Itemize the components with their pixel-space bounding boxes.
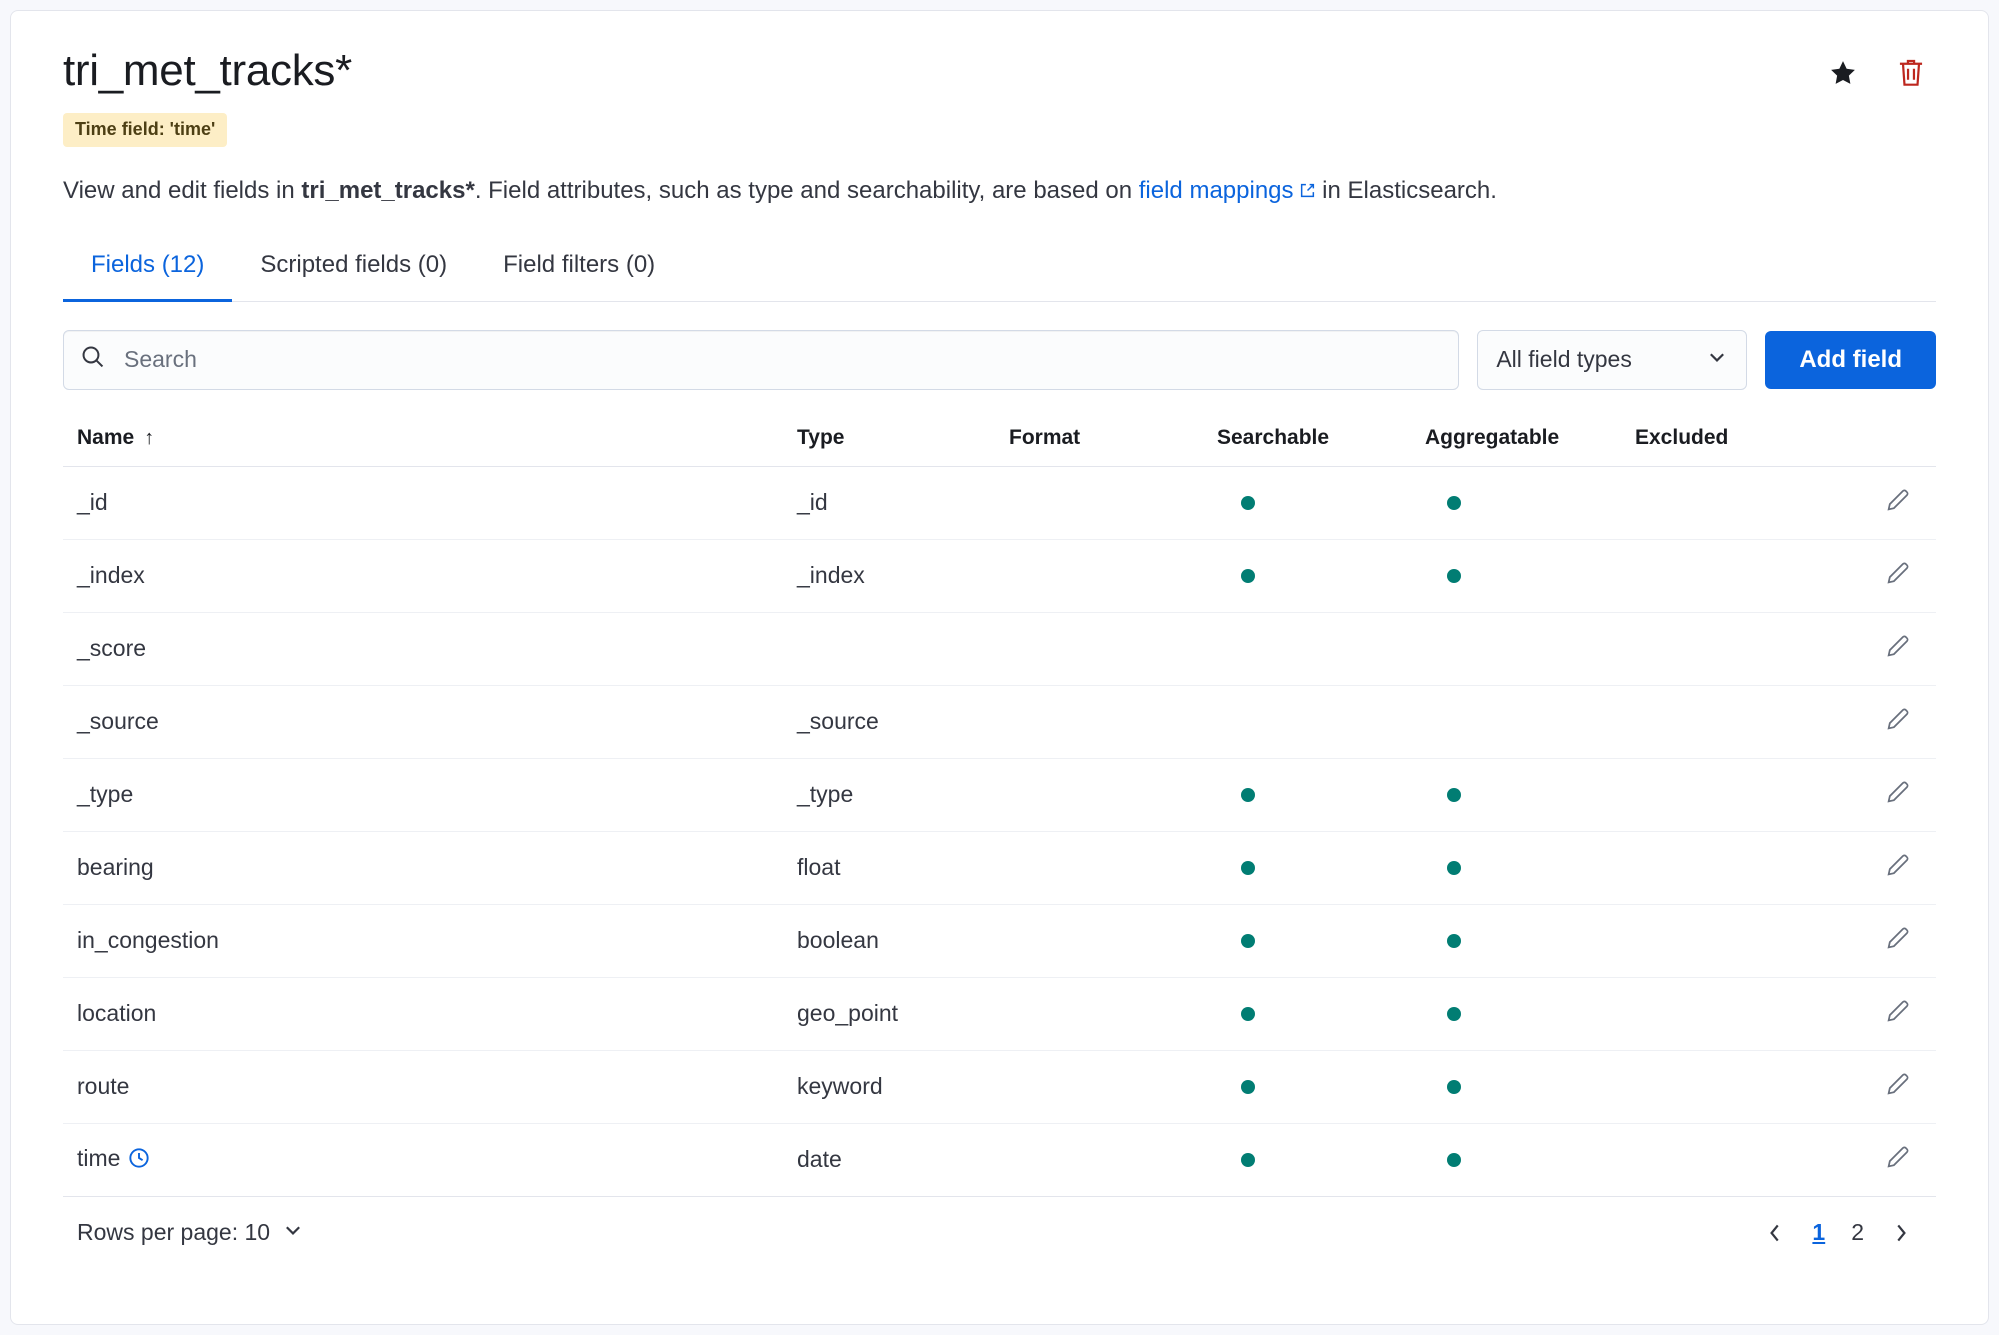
index-pattern-panel xyxy=(10,10,1989,1325)
field-type-select[interactable] xyxy=(1477,330,1747,390)
cell-actions xyxy=(1865,612,1936,685)
description-index-name: tri_met_tracks* xyxy=(301,177,475,205)
cell-aggregatable xyxy=(1425,758,1635,831)
column-header-name-label: Name xyxy=(77,425,135,449)
pagination xyxy=(1764,1219,1922,1246)
next-page-icon[interactable] xyxy=(1890,1222,1912,1244)
cell-searchable xyxy=(1217,612,1425,685)
cell-field-type: boolean xyxy=(797,904,1009,977)
cell-field-format xyxy=(1009,904,1217,977)
field-name-label: _score xyxy=(77,635,147,662)
cell-searchable xyxy=(1217,466,1425,539)
column-header-name[interactable] xyxy=(63,416,797,467)
cell-field-format xyxy=(1009,612,1217,685)
panel-description xyxy=(63,175,1936,208)
header-left xyxy=(63,47,352,95)
cell-actions xyxy=(1865,758,1936,831)
searchable-dot xyxy=(1241,1153,1255,1167)
table-row xyxy=(63,1050,1936,1123)
cell-field-type: keyword xyxy=(797,1050,1009,1123)
field-name-label: _id xyxy=(77,489,108,516)
cell-field-type: date xyxy=(797,1123,1009,1196)
edit-field-icon[interactable] xyxy=(1884,851,1912,885)
cell-aggregatable xyxy=(1425,466,1635,539)
controls-row xyxy=(63,330,1936,390)
field-type-select-label: All field types xyxy=(1496,346,1632,373)
cell-actions xyxy=(1865,831,1936,904)
column-header-searchable[interactable]: Searchable xyxy=(1217,416,1425,467)
page-number-1[interactable]: 1 xyxy=(1812,1219,1826,1246)
field-name-label: bearing xyxy=(77,854,154,881)
cell-actions xyxy=(1865,904,1936,977)
search-box[interactable] xyxy=(63,330,1459,390)
tab-scripted-fields[interactable]: Scripted fields (0) xyxy=(260,250,448,278)
field-name-label: location xyxy=(77,1000,157,1027)
column-header-type[interactable]: Type xyxy=(797,416,1009,467)
cell-searchable xyxy=(1217,758,1425,831)
table-footer xyxy=(63,1197,1936,1247)
field-mappings-link[interactable]: field mappings xyxy=(1138,177,1294,205)
cell-excluded xyxy=(1635,466,1865,539)
cell-field-name xyxy=(63,831,797,904)
cell-aggregatable xyxy=(1425,612,1635,685)
cell-field-name xyxy=(63,539,797,612)
column-header-format[interactable]: Format xyxy=(1009,416,1217,467)
cell-excluded xyxy=(1635,904,1865,977)
description-suffix: in Elasticsearch. xyxy=(1315,177,1497,205)
aggregatable-dot xyxy=(1447,934,1461,948)
cell-field-name xyxy=(63,1050,797,1123)
cell-field-format xyxy=(1009,831,1217,904)
cell-field-type: _index xyxy=(797,539,1009,612)
field-name-label: _index xyxy=(77,562,145,589)
cell-field-format xyxy=(1009,758,1217,831)
cell-aggregatable xyxy=(1425,904,1635,977)
edit-field-icon[interactable] xyxy=(1884,559,1912,593)
field-name-label: time xyxy=(77,1144,121,1171)
cell-searchable xyxy=(1217,977,1425,1050)
edit-field-icon[interactable] xyxy=(1884,924,1912,958)
cell-field-format xyxy=(1009,685,1217,758)
search-input[interactable] xyxy=(122,345,1442,374)
searchable-dot xyxy=(1241,569,1255,583)
chevron-down-icon xyxy=(282,1219,304,1247)
cell-excluded xyxy=(1635,758,1865,831)
cell-field-type: _source xyxy=(797,685,1009,758)
rows-per-page-selector[interactable] xyxy=(77,1219,304,1247)
cell-searchable xyxy=(1217,1123,1425,1196)
edit-field-icon[interactable] xyxy=(1884,1143,1912,1177)
cell-field-name xyxy=(63,685,797,758)
fields-table xyxy=(63,416,1936,1197)
aggregatable-dot xyxy=(1447,788,1461,802)
edit-field-icon[interactable] xyxy=(1884,705,1912,739)
cell-actions xyxy=(1865,539,1936,612)
cell-searchable xyxy=(1217,1050,1425,1123)
cell-field-name xyxy=(63,977,797,1050)
cell-excluded xyxy=(1635,977,1865,1050)
cell-aggregatable xyxy=(1425,831,1635,904)
cell-excluded xyxy=(1635,1123,1865,1196)
edit-field-icon[interactable] xyxy=(1884,778,1912,812)
cell-actions xyxy=(1865,977,1936,1050)
rows-per-page-label: Rows per page: 10 xyxy=(77,1219,271,1246)
aggregatable-dot xyxy=(1447,496,1461,510)
edit-field-icon[interactable] xyxy=(1884,632,1912,666)
cell-field-format xyxy=(1009,1123,1217,1196)
cell-excluded xyxy=(1635,1050,1865,1123)
description-prefix: View and edit fields in xyxy=(63,177,302,205)
previous-page-icon[interactable] xyxy=(1764,1222,1786,1244)
aggregatable-dot xyxy=(1447,569,1461,583)
edit-field-icon[interactable] xyxy=(1884,997,1912,1031)
table-header-row xyxy=(63,416,1936,467)
tab-field-filters[interactable]: Field filters (0) xyxy=(503,250,656,278)
searchable-dot xyxy=(1241,496,1255,510)
searchable-dot xyxy=(1241,934,1255,948)
add-field-button[interactable]: Add field xyxy=(1765,331,1936,389)
cell-field-format xyxy=(1009,466,1217,539)
table-row xyxy=(63,612,1936,685)
cell-field-name xyxy=(63,612,797,685)
tab-bar xyxy=(63,239,1936,302)
star-icon[interactable] xyxy=(1828,58,1858,88)
trash-icon[interactable] xyxy=(1896,57,1926,89)
cell-actions xyxy=(1865,466,1936,539)
cell-field-type xyxy=(797,612,1009,685)
field-name-label: _type xyxy=(77,781,134,808)
searchable-dot xyxy=(1241,861,1255,875)
header-actions xyxy=(1828,57,1926,89)
field-name-label: in_congestion xyxy=(77,927,219,954)
aggregatable-dot xyxy=(1447,861,1461,875)
cell-field-name xyxy=(63,466,797,539)
edit-field-icon[interactable] xyxy=(1884,486,1912,520)
cell-searchable xyxy=(1217,539,1425,612)
field-name-label: _source xyxy=(77,708,159,735)
cell-field-name xyxy=(63,758,797,831)
cell-actions xyxy=(1865,1050,1936,1123)
fields-table-head xyxy=(63,416,1936,467)
table-row xyxy=(63,831,1936,904)
table-row xyxy=(63,539,1936,612)
searchable-dot xyxy=(1241,788,1255,802)
cell-aggregatable xyxy=(1425,977,1635,1050)
cell-excluded xyxy=(1635,831,1865,904)
cell-aggregatable xyxy=(1425,1050,1635,1123)
column-header-aggregatable[interactable]: Aggregatable xyxy=(1425,416,1635,467)
cell-actions xyxy=(1865,1123,1936,1196)
time-field-badge: Time field: 'time' xyxy=(63,113,227,147)
searchable-dot xyxy=(1241,1007,1255,1021)
aggregatable-dot xyxy=(1447,1080,1461,1094)
column-header-actions xyxy=(1865,416,1936,467)
cell-excluded xyxy=(1635,539,1865,612)
table-row xyxy=(63,758,1936,831)
description-middle: . Field attributes, such as type and searchability, are based on xyxy=(474,177,1139,205)
page-title: tri_met_tracks* xyxy=(63,46,352,95)
cell-field-format xyxy=(1009,539,1217,612)
table-row xyxy=(63,466,1936,539)
cell-excluded xyxy=(1635,612,1865,685)
search-icon xyxy=(80,344,106,375)
cell-field-type: _id xyxy=(797,466,1009,539)
cell-field-name xyxy=(63,1123,797,1196)
aggregatable-dot xyxy=(1447,1153,1461,1167)
cell-field-format xyxy=(1009,977,1217,1050)
field-name-label: route xyxy=(77,1073,130,1100)
cell-searchable xyxy=(1217,904,1425,977)
cell-aggregatable xyxy=(1425,685,1635,758)
table-row xyxy=(63,904,1936,977)
external-link-icon xyxy=(1299,176,1316,208)
cell-aggregatable xyxy=(1425,539,1635,612)
edit-field-icon[interactable] xyxy=(1884,1070,1912,1104)
sort-asc-icon: ↑ xyxy=(144,426,155,449)
cell-field-name xyxy=(63,904,797,977)
cell-field-type: float xyxy=(797,831,1009,904)
cell-excluded xyxy=(1635,685,1865,758)
page-number-2[interactable]: 2 xyxy=(1851,1219,1864,1246)
cell-field-type: geo_point xyxy=(797,977,1009,1050)
clock-icon xyxy=(128,1147,150,1175)
table-row xyxy=(63,1123,1936,1196)
cell-searchable xyxy=(1217,685,1425,758)
table-row xyxy=(63,685,1936,758)
chevron-down-icon xyxy=(1706,346,1728,374)
aggregatable-dot xyxy=(1447,1007,1461,1021)
panel-header xyxy=(63,47,1936,95)
cell-aggregatable xyxy=(1425,1123,1635,1196)
tab-fields[interactable]: Fields (12) xyxy=(63,239,232,302)
cell-searchable xyxy=(1217,831,1425,904)
cell-actions xyxy=(1865,685,1936,758)
cell-field-format xyxy=(1009,1050,1217,1123)
searchable-dot xyxy=(1241,1080,1255,1094)
fields-table-body xyxy=(63,466,1936,1196)
column-header-excluded[interactable]: Excluded xyxy=(1635,416,1865,467)
table-row xyxy=(63,977,1936,1050)
cell-field-type: _type xyxy=(797,758,1009,831)
